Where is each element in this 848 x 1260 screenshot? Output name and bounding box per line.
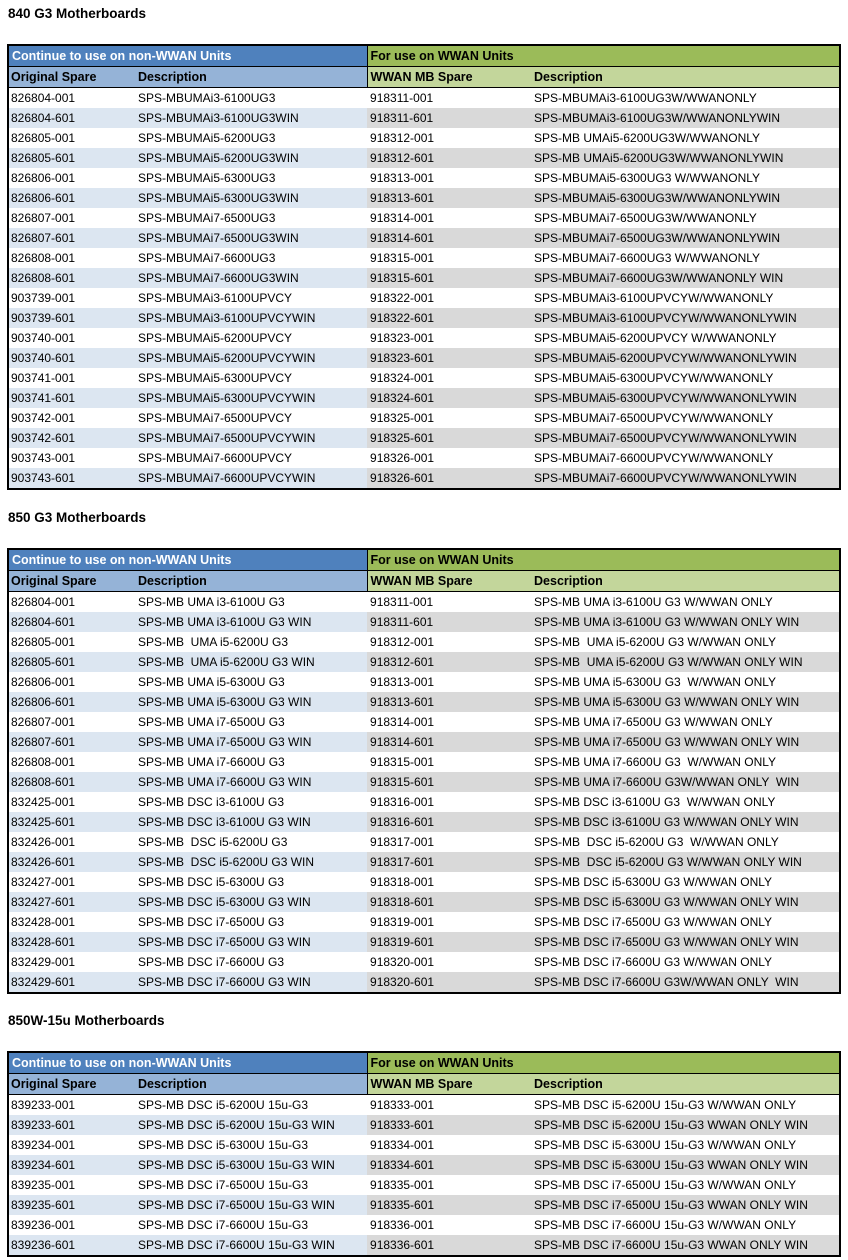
cell-wwan-description: SPS-MB UMA i7-6600U G3W/WWAN ONLY WIN <box>531 772 840 792</box>
table-row <box>8 428 840 448</box>
cell-description: SPS-MBUMAi7-6500UG3 <box>135 208 367 228</box>
cell-original-spare: 826807-001 <box>8 208 135 228</box>
cell-wwan-mb-spare: 918324-001 <box>367 368 531 388</box>
cell-wwan-mb-spare: 918314-001 <box>367 208 531 228</box>
cell-description: SPS-MB DSC i5-6300U 15u-G3 WIN <box>135 1155 367 1175</box>
cell-description: SPS-MBUMAi5-6300UG3 <box>135 168 367 188</box>
cell-wwan-mb-spare: 918311-001 <box>367 592 531 613</box>
cell-original-spare: 832428-001 <box>8 912 135 932</box>
table-row <box>8 348 840 368</box>
cell-wwan-description: SPS-MB DSC i5-6300U G3 W/WWAN ONLY WIN <box>531 892 840 912</box>
cell-wwan-mb-spare: 918335-601 <box>367 1195 531 1215</box>
group-header-wwan: For use on WWAN Units <box>367 1052 840 1074</box>
cell-original-spare: 826807-601 <box>8 732 135 752</box>
table-row <box>8 752 840 772</box>
cell-wwan-mb-spare: 918312-601 <box>367 652 531 672</box>
cell-original-spare: 839233-001 <box>8 1095 135 1116</box>
cell-wwan-description: SPS-MB DSC i7-6500U 15u-G3 W/WWAN ONLY <box>531 1175 840 1195</box>
cell-wwan-description: SPS-MB DSC i3-6100U G3 W/WWAN ONLY <box>531 792 840 812</box>
cell-original-spare: 832426-001 <box>8 832 135 852</box>
cell-wwan-mb-spare: 918318-601 <box>367 892 531 912</box>
cell-wwan-description: SPS-MB DSC i7-6500U G3 W/WWAN ONLY <box>531 912 840 932</box>
cell-wwan-description: SPS-MB UMA i3-6100U G3 W/WWAN ONLY <box>531 592 840 613</box>
table-row <box>8 168 840 188</box>
cell-description: SPS-MB DSC i5-6300U 15u-G3 <box>135 1135 367 1155</box>
cell-wwan-description: SPS-MB DSC i5-6200U 15u-G3 WWAN ONLY WIN <box>531 1115 840 1135</box>
cell-wwan-mb-spare: 918316-001 <box>367 792 531 812</box>
cell-wwan-description: SPS-MB DSC i5-6200U G3 W/WWAN ONLY <box>531 832 840 852</box>
cell-wwan-description: SPS-MBUMAi7-6600UPVCYW/WWANONLYWIN <box>531 468 840 489</box>
cell-description: SPS-MB UMA i5-6300U G3 <box>135 672 367 692</box>
column-header-wwan-description: Description <box>531 67 840 88</box>
cell-description: SPS-MBUMAi5-6300UPVCYWIN <box>135 388 367 408</box>
table-row <box>8 408 840 428</box>
column-header-description: Description <box>135 571 367 592</box>
cell-wwan-mb-spare: 918313-601 <box>367 692 531 712</box>
cell-wwan-description: SPS-MB DSC i5-6200U G3 W/WWAN ONLY WIN <box>531 852 840 872</box>
cell-wwan-description: SPS-MB DSC i5-6300U G3 W/WWAN ONLY <box>531 872 840 892</box>
column-header-wwan-mb-spare: WWAN MB Spare <box>367 1074 531 1095</box>
section-title: 850W-15u Motherboards <box>8 1013 165 1028</box>
cell-wwan-mb-spare: 918314-601 <box>367 732 531 752</box>
cell-wwan-description: SPS-MBUMAi7-6600UPVCYW/WWANONLY <box>531 448 840 468</box>
table-row <box>8 772 840 792</box>
cell-original-spare: 903741-601 <box>8 388 135 408</box>
cell-wwan-mb-spare: 918314-001 <box>367 712 531 732</box>
cell-original-spare: 832427-001 <box>8 872 135 892</box>
cell-wwan-description: SPS-MB DSC i7-6500U G3 W/WWAN ONLY WIN <box>531 932 840 952</box>
spares-table-840-g3 <box>7 44 841 490</box>
cell-original-spare: 826804-001 <box>8 88 135 109</box>
cell-original-spare: 903743-001 <box>8 448 135 468</box>
column-header-wwan-mb-spare: WWAN MB Spare <box>367 571 531 592</box>
cell-wwan-description: SPS-MB DSC i5-6300U 15u-G3 WWAN ONLY WIN <box>531 1155 840 1175</box>
table-row <box>8 792 840 812</box>
table-row <box>8 692 840 712</box>
column-header-original-spare: Original Spare <box>8 1074 135 1095</box>
cell-original-spare: 839234-601 <box>8 1155 135 1175</box>
table-row <box>8 672 840 692</box>
table-body <box>8 1095 840 1257</box>
table-row <box>8 448 840 468</box>
cell-original-spare: 826804-601 <box>8 108 135 128</box>
cell-original-spare: 826808-001 <box>8 752 135 772</box>
cell-original-spare: 826808-601 <box>8 772 135 792</box>
cell-description: SPS-MB DSC i7-6500U G3 <box>135 912 367 932</box>
column-header-row <box>8 1074 840 1095</box>
table-row <box>8 712 840 732</box>
column-header-original-spare: Original Spare <box>8 571 135 592</box>
cell-original-spare: 903742-001 <box>8 408 135 428</box>
cell-wwan-description: SPS-MB DSC i7-6600U 15u-G3 W/WWAN ONLY <box>531 1215 840 1235</box>
group-header-wwan: For use on WWAN Units <box>367 45 840 67</box>
cell-description: SPS-MB DSC i5-6200U G3 <box>135 832 367 852</box>
cell-original-spare: 826806-001 <box>8 672 135 692</box>
column-header-description: Description <box>135 67 367 88</box>
cell-wwan-description: SPS-MB UMAi5-6200UG3W/WWANONLY <box>531 128 840 148</box>
cell-wwan-description: SPS-MBUMAi7-6600UG3 W/WWANONLY <box>531 248 840 268</box>
cell-original-spare: 832429-601 <box>8 972 135 993</box>
cell-original-spare: 826805-601 <box>8 148 135 168</box>
cell-wwan-mb-spare: 918326-001 <box>367 448 531 468</box>
spares-table-850w-15u <box>7 1051 841 1257</box>
cell-wwan-mb-spare: 918317-001 <box>367 832 531 852</box>
cell-original-spare: 903739-001 <box>8 288 135 308</box>
cell-original-spare: 826807-001 <box>8 712 135 732</box>
cell-original-spare: 826808-001 <box>8 248 135 268</box>
cell-description: SPS-MBUMAi7-6500UPVCY <box>135 408 367 428</box>
cell-wwan-mb-spare: 918336-001 <box>367 1215 531 1235</box>
table-row <box>8 932 840 952</box>
cell-description: SPS-MBUMAi5-6300UPVCY <box>135 368 367 388</box>
cell-original-spare: 826805-601 <box>8 652 135 672</box>
cell-original-spare: 903740-601 <box>8 348 135 368</box>
cell-description: SPS-MB DSC i3-6100U G3 WIN <box>135 812 367 832</box>
table-row <box>8 612 840 632</box>
cell-wwan-description: SPS-MB DSC i7-6600U G3W/WWAN ONLY WIN <box>531 972 840 993</box>
cell-wwan-mb-spare: 918323-001 <box>367 328 531 348</box>
cell-wwan-description: SPS-MB UMA i5-6300U G3 W/WWAN ONLY <box>531 672 840 692</box>
column-header-wwan-mb-spare: WWAN MB Spare <box>367 67 531 88</box>
cell-original-spare: 826806-001 <box>8 168 135 188</box>
cell-description: SPS-MBUMAi7-6500UPVCYWIN <box>135 428 367 448</box>
cell-original-spare: 903740-001 <box>8 328 135 348</box>
cell-wwan-mb-spare: 918314-601 <box>367 228 531 248</box>
table-row <box>8 632 840 652</box>
cell-wwan-description: SPS-MB UMAi5-6200UG3W/WWANONLYWIN <box>531 148 840 168</box>
cell-description: SPS-MB DSC i7-6500U 15u-G3 WIN <box>135 1195 367 1215</box>
cell-original-spare: 832428-601 <box>8 932 135 952</box>
cell-description: SPS-MB UMA i7-6600U G3 <box>135 752 367 772</box>
cell-wwan-description: SPS-MB DSC i5-6300U 15u-G3 W/WWAN ONLY <box>531 1135 840 1155</box>
table-row <box>8 468 840 489</box>
table-row <box>8 1175 840 1195</box>
group-header-row <box>8 549 840 571</box>
cell-wwan-mb-spare: 918322-001 <box>367 288 531 308</box>
cell-description: SPS-MB DSC i7-6500U G3 WIN <box>135 932 367 952</box>
cell-original-spare: 826805-001 <box>8 632 135 652</box>
spares-table-850-g3 <box>7 548 841 994</box>
cell-wwan-mb-spare: 918312-001 <box>367 128 531 148</box>
cell-wwan-description: SPS-MB DSC i7-6600U 15u-G3 WWAN ONLY WIN <box>531 1235 840 1256</box>
cell-original-spare: 826805-001 <box>8 128 135 148</box>
column-header-wwan-description: Description <box>531 571 840 592</box>
table-row <box>8 972 840 993</box>
cell-description: SPS-MBUMAi5-6200UPVCY <box>135 328 367 348</box>
table-row <box>8 1215 840 1235</box>
cell-wwan-description: SPS-MBUMAi5-6200UPVCY W/WWANONLY <box>531 328 840 348</box>
cell-description: SPS-MBUMAi3-6100UPVCYWIN <box>135 308 367 328</box>
table-row <box>8 248 840 268</box>
cell-wwan-mb-spare: 918334-001 <box>367 1135 531 1155</box>
cell-description: SPS-MB UMA i5-6200U G3 WIN <box>135 652 367 672</box>
cell-wwan-mb-spare: 918326-601 <box>367 468 531 489</box>
cell-description: SPS-MB DSC i5-6300U G3 <box>135 872 367 892</box>
cell-description: SPS-MB UMA i3-6100U G3 WIN <box>135 612 367 632</box>
table-row <box>8 148 840 168</box>
cell-wwan-mb-spare: 918319-001 <box>367 912 531 932</box>
cell-description: SPS-MBUMAi7-6600UG3 <box>135 248 367 268</box>
cell-wwan-description: SPS-MBUMAi7-6500UG3W/WWANONLY <box>531 208 840 228</box>
table-row <box>8 88 840 109</box>
group-header-row <box>8 1052 840 1074</box>
table-row <box>8 892 840 912</box>
cell-original-spare: 839236-601 <box>8 1235 135 1256</box>
cell-wwan-mb-spare: 918323-601 <box>367 348 531 368</box>
table-row <box>8 368 840 388</box>
cell-description: SPS-MB UMA i5-6300U G3 WIN <box>135 692 367 712</box>
cell-wwan-description: SPS-MB DSC i7-6500U 15u-G3 WWAN ONLY WIN <box>531 1195 840 1215</box>
column-header-original-spare: Original Spare <box>8 67 135 88</box>
group-header-non-wwan: Continue to use on non-WWAN Units <box>8 549 367 571</box>
cell-wwan-mb-spare: 918311-001 <box>367 88 531 109</box>
table-row <box>8 812 840 832</box>
section-850-g3 <box>0 509 848 989</box>
column-header-row <box>8 67 840 88</box>
table-row <box>8 1095 840 1116</box>
cell-wwan-description: SPS-MBUMAi7-6500UG3W/WWANONLYWIN <box>531 228 840 248</box>
cell-description: SPS-MBUMAi7-6600UPVCYWIN <box>135 468 367 489</box>
cell-description: SPS-MB DSC i7-6600U 15u-G3 <box>135 1215 367 1235</box>
cell-wwan-description: SPS-MB DSC i3-6100U G3 W/WWAN ONLY WIN <box>531 812 840 832</box>
cell-wwan-mb-spare: 918313-001 <box>367 168 531 188</box>
cell-wwan-description: SPS-MBUMAi7-6500UPVCYW/WWANONLYWIN <box>531 428 840 448</box>
cell-description: SPS-MB DSC i3-6100U G3 <box>135 792 367 812</box>
table-row <box>8 912 840 932</box>
cell-wwan-description: SPS-MBUMAi3-6100UG3W/WWANONLY <box>531 88 840 109</box>
cell-description: SPS-MBUMAi5-6200UG3 <box>135 128 367 148</box>
group-header-non-wwan: Continue to use on non-WWAN Units <box>8 45 367 67</box>
cell-original-spare: 832426-601 <box>8 852 135 872</box>
cell-wwan-mb-spare: 918333-601 <box>367 1115 531 1135</box>
table-body <box>8 592 840 994</box>
table-row <box>8 652 840 672</box>
cell-wwan-mb-spare: 918322-601 <box>367 308 531 328</box>
cell-description: SPS-MBUMAi3-6100UG3WIN <box>135 108 367 128</box>
cell-wwan-description: SPS-MBUMAi3-6100UPVCYW/WWANONLY <box>531 288 840 308</box>
table-row <box>8 952 840 972</box>
group-header-non-wwan: Continue to use on non-WWAN Units <box>8 1052 367 1074</box>
cell-wwan-description: SPS-MBUMAi5-6300UG3W/WWANONLYWIN <box>531 188 840 208</box>
cell-wwan-mb-spare: 918312-601 <box>367 148 531 168</box>
cell-wwan-mb-spare: 918325-601 <box>367 428 531 448</box>
cell-wwan-description: SPS-MBUMAi7-6600UG3W/WWANONLY WIN <box>531 268 840 288</box>
cell-wwan-description: SPS-MB DSC i7-6600U G3 W/WWAN ONLY <box>531 952 840 972</box>
cell-original-spare: 839235-001 <box>8 1175 135 1195</box>
cell-wwan-description: SPS-MB UMA i5-6300U G3 W/WWAN ONLY WIN <box>531 692 840 712</box>
table-row <box>8 832 840 852</box>
cell-wwan-description: SPS-MB UMA i5-6200U G3 W/WWAN ONLY <box>531 632 840 652</box>
section-840-g3 <box>0 5 848 485</box>
cell-wwan-mb-spare: 918315-601 <box>367 772 531 792</box>
table-body <box>8 88 840 490</box>
cell-wwan-mb-spare: 918336-601 <box>367 1235 531 1256</box>
cell-wwan-description: SPS-MB DSC i5-6200U 15u-G3 W/WWAN ONLY <box>531 1095 840 1116</box>
cell-description: SPS-MB UMA i5-6200U G3 <box>135 632 367 652</box>
table-row <box>8 108 840 128</box>
cell-wwan-description: SPS-MBUMAi7-6500UPVCYW/WWANONLY <box>531 408 840 428</box>
cell-original-spare: 903741-001 <box>8 368 135 388</box>
cell-description: SPS-MB DSC i7-6600U G3 WIN <box>135 972 367 993</box>
table-row <box>8 288 840 308</box>
cell-description: SPS-MB UMA i7-6600U G3 WIN <box>135 772 367 792</box>
cell-description: SPS-MBUMAi3-6100UPVCY <box>135 288 367 308</box>
cell-wwan-description: SPS-MBUMAi5-6200UPVCYW/WWANONLYWIN <box>531 348 840 368</box>
cell-description: SPS-MB DSC i7-6600U 15u-G3 WIN <box>135 1235 367 1256</box>
group-header-row <box>8 45 840 67</box>
cell-description: SPS-MBUMAi3-6100UG3 <box>135 88 367 109</box>
cell-wwan-mb-spare: 918315-601 <box>367 268 531 288</box>
section-850w-15u <box>0 1012 848 1252</box>
cell-description: SPS-MBUMAi5-6200UG3WIN <box>135 148 367 168</box>
table-row <box>8 592 840 613</box>
cell-wwan-description: SPS-MB UMA i5-6200U G3 W/WWAN ONLY WIN <box>531 652 840 672</box>
cell-wwan-description: SPS-MB UMA i3-6100U G3 W/WWAN ONLY WIN <box>531 612 840 632</box>
cell-original-spare: 826807-601 <box>8 228 135 248</box>
cell-wwan-mb-spare: 918333-001 <box>367 1095 531 1116</box>
column-header-description: Description <box>135 1074 367 1095</box>
cell-description: SPS-MB UMA i7-6500U G3 <box>135 712 367 732</box>
cell-description: SPS-MBUMAi7-6600UPVCY <box>135 448 367 468</box>
cell-wwan-mb-spare: 918312-001 <box>367 632 531 652</box>
table-row <box>8 1135 840 1155</box>
cell-wwan-description: SPS-MB UMA i7-6600U G3 W/WWAN ONLY <box>531 752 840 772</box>
table-row <box>8 872 840 892</box>
cell-original-spare: 826806-601 <box>8 188 135 208</box>
cell-original-spare: 839234-001 <box>8 1135 135 1155</box>
table-row <box>8 388 840 408</box>
cell-wwan-mb-spare: 918317-601 <box>367 852 531 872</box>
cell-original-spare: 832429-001 <box>8 952 135 972</box>
cell-wwan-mb-spare: 918313-601 <box>367 188 531 208</box>
cell-wwan-description: SPS-MBUMAi5-6300UG3 W/WWANONLY <box>531 168 840 188</box>
cell-description: SPS-MB UMA i7-6500U G3 WIN <box>135 732 367 752</box>
table-row <box>8 188 840 208</box>
cell-original-spare: 826806-601 <box>8 692 135 712</box>
cell-original-spare: 839233-601 <box>8 1115 135 1135</box>
cell-description: SPS-MB DSC i7-6500U 15u-G3 <box>135 1175 367 1195</box>
cell-wwan-mb-spare: 918319-601 <box>367 932 531 952</box>
table-row <box>8 228 840 248</box>
table-row <box>8 1155 840 1175</box>
cell-original-spare: 839235-601 <box>8 1195 135 1215</box>
cell-wwan-mb-spare: 918318-001 <box>367 872 531 892</box>
cell-wwan-mb-spare: 918311-601 <box>367 108 531 128</box>
cell-description: SPS-MB DSC i5-6200U 15u-G3 WIN <box>135 1115 367 1135</box>
cell-wwan-mb-spare: 918315-001 <box>367 752 531 772</box>
cell-wwan-mb-spare: 918334-601 <box>367 1155 531 1175</box>
table-row <box>8 852 840 872</box>
cell-description: SPS-MB UMA i3-6100U G3 <box>135 592 367 613</box>
cell-wwan-mb-spare: 918320-601 <box>367 972 531 993</box>
table-row <box>8 732 840 752</box>
section-title: 850 G3 Motherboards <box>8 510 147 525</box>
column-header-wwan-description: Description <box>531 1074 840 1095</box>
cell-description: SPS-MBUMAi7-6500UG3WIN <box>135 228 367 248</box>
cell-wwan-description: SPS-MBUMAi3-6100UPVCYW/WWANONLYWIN <box>531 308 840 328</box>
cell-wwan-mb-spare: 918320-001 <box>367 952 531 972</box>
cell-description: SPS-MB DSC i5-6200U G3 WIN <box>135 852 367 872</box>
section-title: 840 G3 Motherboards <box>8 6 147 21</box>
cell-original-spare: 903742-601 <box>8 428 135 448</box>
cell-wwan-mb-spare: 918316-601 <box>367 812 531 832</box>
cell-original-spare: 832425-001 <box>8 792 135 812</box>
cell-wwan-description: SPS-MBUMAi3-6100UG3W/WWANONLYWIN <box>531 108 840 128</box>
table-row <box>8 1195 840 1215</box>
cell-original-spare: 826804-001 <box>8 592 135 613</box>
cell-original-spare: 839236-001 <box>8 1215 135 1235</box>
cell-original-spare: 903743-601 <box>8 468 135 489</box>
table-row <box>8 128 840 148</box>
cell-wwan-mb-spare: 918315-001 <box>367 248 531 268</box>
table-row <box>8 308 840 328</box>
table-row <box>8 208 840 228</box>
cell-wwan-description: SPS-MB UMA i7-6500U G3 W/WWAN ONLY <box>531 712 840 732</box>
cell-description: SPS-MBUMAi5-6300UG3WIN <box>135 188 367 208</box>
cell-wwan-mb-spare: 918313-001 <box>367 672 531 692</box>
cell-wwan-mb-spare: 918335-001 <box>367 1175 531 1195</box>
cell-original-spare: 826804-601 <box>8 612 135 632</box>
cell-original-spare: 832425-601 <box>8 812 135 832</box>
cell-wwan-mb-spare: 918311-601 <box>367 612 531 632</box>
cell-wwan-description: SPS-MB UMA i7-6500U G3 W/WWAN ONLY WIN <box>531 732 840 752</box>
cell-wwan-mb-spare: 918325-001 <box>367 408 531 428</box>
cell-wwan-mb-spare: 918324-601 <box>367 388 531 408</box>
cell-original-spare: 832427-601 <box>8 892 135 912</box>
cell-original-spare: 826808-601 <box>8 268 135 288</box>
cell-description: SPS-MB DSC i5-6200U 15u-G3 <box>135 1095 367 1116</box>
cell-wwan-description: SPS-MBUMAi5-6300UPVCYW/WWANONLY <box>531 368 840 388</box>
table-row <box>8 268 840 288</box>
cell-wwan-description: SPS-MBUMAi5-6300UPVCYW/WWANONLYWIN <box>531 388 840 408</box>
cell-description: SPS-MBUMAi5-6200UPVCYWIN <box>135 348 367 368</box>
cell-description: SPS-MBUMAi7-6600UG3WIN <box>135 268 367 288</box>
cell-description: SPS-MB DSC i7-6600U G3 <box>135 952 367 972</box>
table-row <box>8 1235 840 1256</box>
cell-original-spare: 903739-601 <box>8 308 135 328</box>
group-header-wwan: For use on WWAN Units <box>367 549 840 571</box>
cell-description: SPS-MB DSC i5-6300U G3 WIN <box>135 892 367 912</box>
table-row <box>8 1115 840 1135</box>
column-header-row <box>8 571 840 592</box>
table-row <box>8 328 840 348</box>
